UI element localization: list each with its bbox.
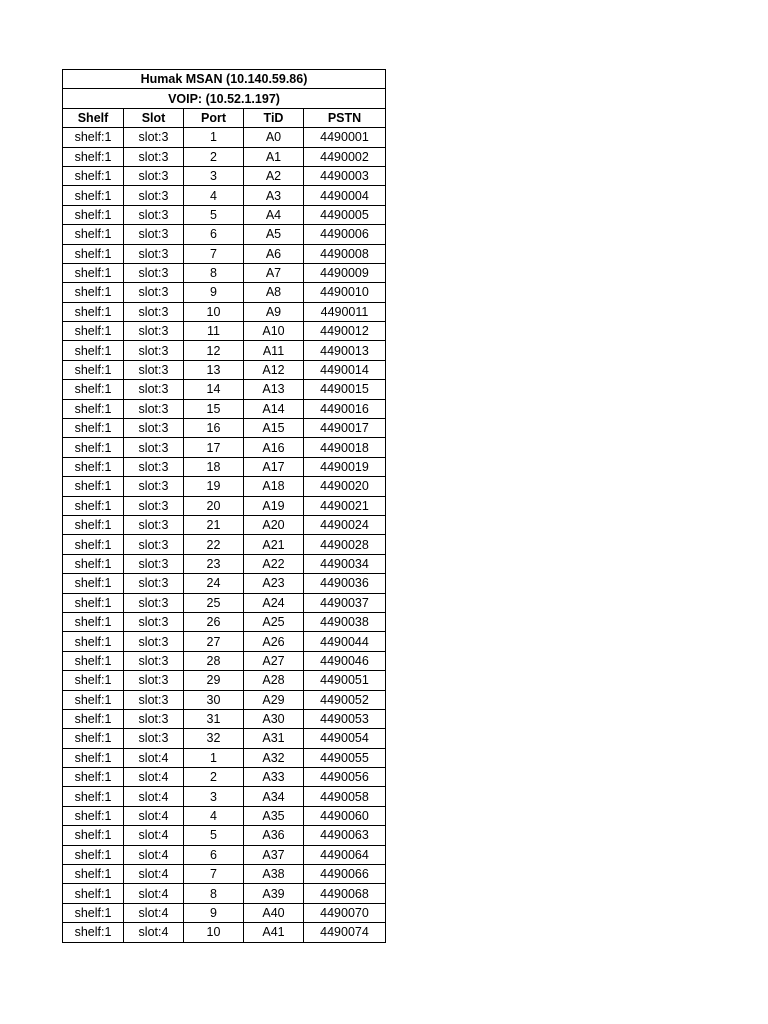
cell-tid: A30 xyxy=(244,709,304,728)
table-row xyxy=(63,147,386,166)
cell-slot: slot:3 xyxy=(124,419,184,438)
cell-tid: A14 xyxy=(244,399,304,418)
table-row xyxy=(63,923,386,942)
cell-port: 19 xyxy=(184,477,244,496)
cell-tid: A28 xyxy=(244,671,304,690)
table-row xyxy=(63,709,386,728)
cell-pstn: 4490006 xyxy=(304,225,386,244)
cell-pstn: 4490070 xyxy=(304,903,386,922)
column-header-pstn: PSTN xyxy=(304,108,386,127)
table-row xyxy=(63,477,386,496)
cell-tid: A22 xyxy=(244,554,304,573)
table-row xyxy=(63,806,386,825)
column-header-shelf: Shelf xyxy=(63,108,124,127)
cell-slot: slot:3 xyxy=(124,496,184,515)
cell-pstn: 4490068 xyxy=(304,884,386,903)
cell-port: 32 xyxy=(184,729,244,748)
cell-slot: slot:3 xyxy=(124,515,184,534)
cell-shelf: shelf:1 xyxy=(63,729,124,748)
cell-shelf: shelf:1 xyxy=(63,515,124,534)
table-row xyxy=(63,457,386,476)
table-row xyxy=(63,263,386,282)
cell-port: 5 xyxy=(184,826,244,845)
table-row xyxy=(63,671,386,690)
cell-port: 2 xyxy=(184,768,244,787)
cell-tid: A41 xyxy=(244,923,304,942)
cell-pstn: 4490008 xyxy=(304,244,386,263)
table-row xyxy=(63,651,386,670)
cell-port: 23 xyxy=(184,554,244,573)
cell-slot: slot:3 xyxy=(124,166,184,185)
cell-slot: slot:3 xyxy=(124,302,184,321)
table-row xyxy=(63,593,386,612)
cell-slot: slot:4 xyxy=(124,884,184,903)
cell-tid: A27 xyxy=(244,651,304,670)
cell-shelf: shelf:1 xyxy=(63,302,124,321)
cell-port: 5 xyxy=(184,205,244,224)
subtitle-row xyxy=(63,89,386,108)
cell-shelf: shelf:1 xyxy=(63,826,124,845)
cell-tid: A20 xyxy=(244,515,304,534)
cell-shelf: shelf:1 xyxy=(63,128,124,147)
cell-port: 1 xyxy=(184,748,244,767)
cell-pstn: 4490060 xyxy=(304,806,386,825)
cell-shelf: shelf:1 xyxy=(63,263,124,282)
cell-pstn: 4490063 xyxy=(304,826,386,845)
cell-tid: A33 xyxy=(244,768,304,787)
table-row xyxy=(63,360,386,379)
cell-tid: A7 xyxy=(244,263,304,282)
cell-shelf: shelf:1 xyxy=(63,360,124,379)
cell-slot: slot:3 xyxy=(124,380,184,399)
cell-tid: A1 xyxy=(244,147,304,166)
cell-slot: slot:3 xyxy=(124,244,184,263)
table-row xyxy=(63,845,386,864)
cell-port: 31 xyxy=(184,709,244,728)
cell-port: 3 xyxy=(184,166,244,185)
cell-port: 26 xyxy=(184,612,244,631)
cell-slot: slot:4 xyxy=(124,865,184,884)
cell-pstn: 4490066 xyxy=(304,865,386,884)
cell-pstn: 4490014 xyxy=(304,360,386,379)
table-row xyxy=(63,768,386,787)
cell-pstn: 4490010 xyxy=(304,283,386,302)
cell-port: 21 xyxy=(184,515,244,534)
cell-shelf: shelf:1 xyxy=(63,651,124,670)
cell-slot: slot:3 xyxy=(124,322,184,341)
cell-port: 22 xyxy=(184,535,244,554)
cell-shelf: shelf:1 xyxy=(63,496,124,515)
cell-pstn: 4490037 xyxy=(304,593,386,612)
cell-tid: A35 xyxy=(244,806,304,825)
table-row xyxy=(63,166,386,185)
cell-shelf: shelf:1 xyxy=(63,380,124,399)
cell-tid: A5 xyxy=(244,225,304,244)
cell-port: 24 xyxy=(184,574,244,593)
cell-pstn: 4490044 xyxy=(304,632,386,651)
cell-shelf: shelf:1 xyxy=(63,166,124,185)
table-row xyxy=(63,748,386,767)
cell-shelf: shelf:1 xyxy=(63,341,124,360)
cell-tid: A34 xyxy=(244,787,304,806)
cell-pstn: 4490058 xyxy=(304,787,386,806)
cell-pstn: 4490016 xyxy=(304,399,386,418)
cell-pstn: 4490051 xyxy=(304,671,386,690)
cell-shelf: shelf:1 xyxy=(63,205,124,224)
cell-tid: A21 xyxy=(244,535,304,554)
cell-shelf: shelf:1 xyxy=(63,399,124,418)
table-subtitle: VOIP: (10.52.1.197) xyxy=(63,89,386,108)
cell-slot: slot:3 xyxy=(124,593,184,612)
cell-slot: slot:3 xyxy=(124,574,184,593)
cell-port: 10 xyxy=(184,302,244,321)
table-row xyxy=(63,302,386,321)
cell-pstn: 4490028 xyxy=(304,535,386,554)
cell-shelf: shelf:1 xyxy=(63,787,124,806)
cell-pstn: 4490024 xyxy=(304,515,386,534)
cell-pstn: 4490052 xyxy=(304,690,386,709)
cell-slot: slot:3 xyxy=(124,147,184,166)
cell-port: 14 xyxy=(184,380,244,399)
cell-slot: slot:3 xyxy=(124,535,184,554)
cell-slot: slot:3 xyxy=(124,225,184,244)
cell-slot: slot:3 xyxy=(124,263,184,282)
cell-slot: slot:3 xyxy=(124,729,184,748)
table-row xyxy=(63,438,386,457)
table-row xyxy=(63,554,386,573)
cell-port: 6 xyxy=(184,225,244,244)
cell-pstn: 4490046 xyxy=(304,651,386,670)
cell-slot: slot:3 xyxy=(124,438,184,457)
cell-port: 7 xyxy=(184,244,244,263)
table-body xyxy=(63,128,386,942)
cell-pstn: 4490009 xyxy=(304,263,386,282)
cell-shelf: shelf:1 xyxy=(63,612,124,631)
cell-shelf: shelf:1 xyxy=(63,806,124,825)
cell-slot: slot:3 xyxy=(124,690,184,709)
cell-shelf: shelf:1 xyxy=(63,632,124,651)
cell-tid: A2 xyxy=(244,166,304,185)
cell-pstn: 4490034 xyxy=(304,554,386,573)
cell-tid: A32 xyxy=(244,748,304,767)
cell-slot: slot:3 xyxy=(124,632,184,651)
cell-port: 30 xyxy=(184,690,244,709)
cell-tid: A40 xyxy=(244,903,304,922)
table-row xyxy=(63,399,386,418)
cell-slot: slot:4 xyxy=(124,768,184,787)
cell-tid: A3 xyxy=(244,186,304,205)
cell-shelf: shelf:1 xyxy=(63,865,124,884)
cell-shelf: shelf:1 xyxy=(63,322,124,341)
cell-port: 4 xyxy=(184,806,244,825)
cell-port: 27 xyxy=(184,632,244,651)
cell-tid: A8 xyxy=(244,283,304,302)
cell-port: 9 xyxy=(184,903,244,922)
cell-slot: slot:3 xyxy=(124,671,184,690)
cell-pstn: 4490012 xyxy=(304,322,386,341)
table-row xyxy=(63,690,386,709)
cell-tid: A13 xyxy=(244,380,304,399)
cell-tid: A17 xyxy=(244,457,304,476)
table-row xyxy=(63,515,386,534)
cell-tid: A9 xyxy=(244,302,304,321)
cell-tid: A38 xyxy=(244,865,304,884)
cell-slot: slot:4 xyxy=(124,845,184,864)
cell-tid: A0 xyxy=(244,128,304,147)
cell-port: 4 xyxy=(184,186,244,205)
cell-shelf: shelf:1 xyxy=(63,903,124,922)
cell-slot: slot:3 xyxy=(124,205,184,224)
cell-shelf: shelf:1 xyxy=(63,186,124,205)
cell-port: 20 xyxy=(184,496,244,515)
cell-slot: slot:4 xyxy=(124,748,184,767)
cell-port: 29 xyxy=(184,671,244,690)
cell-pstn: 4490017 xyxy=(304,419,386,438)
cell-pstn: 4490038 xyxy=(304,612,386,631)
cell-port: 8 xyxy=(184,263,244,282)
table-row xyxy=(63,496,386,515)
table-row xyxy=(63,826,386,845)
cell-port: 16 xyxy=(184,419,244,438)
table-row xyxy=(63,186,386,205)
table-row xyxy=(63,729,386,748)
cell-port: 13 xyxy=(184,360,244,379)
cell-tid: A31 xyxy=(244,729,304,748)
cell-tid: A12 xyxy=(244,360,304,379)
cell-tid: A15 xyxy=(244,419,304,438)
cell-pstn: 4490064 xyxy=(304,845,386,864)
cell-port: 15 xyxy=(184,399,244,418)
cell-slot: slot:3 xyxy=(124,186,184,205)
table-row xyxy=(63,903,386,922)
cell-slot: slot:3 xyxy=(124,360,184,379)
cell-port: 18 xyxy=(184,457,244,476)
table-row xyxy=(63,612,386,631)
cell-tid: A16 xyxy=(244,438,304,457)
cell-pstn: 4490011 xyxy=(304,302,386,321)
cell-shelf: shelf:1 xyxy=(63,768,124,787)
table-row xyxy=(63,380,386,399)
cell-slot: slot:3 xyxy=(124,612,184,631)
cell-shelf: shelf:1 xyxy=(63,884,124,903)
cell-pstn: 4490001 xyxy=(304,128,386,147)
cell-pstn: 4490019 xyxy=(304,457,386,476)
column-header-port: Port xyxy=(184,108,244,127)
cell-shelf: shelf:1 xyxy=(63,225,124,244)
cell-pstn: 4490054 xyxy=(304,729,386,748)
cell-shelf: shelf:1 xyxy=(63,419,124,438)
cell-slot: slot:3 xyxy=(124,128,184,147)
cell-pstn: 4490021 xyxy=(304,496,386,515)
cell-tid: A39 xyxy=(244,884,304,903)
table-row xyxy=(63,341,386,360)
cell-slot: slot:3 xyxy=(124,283,184,302)
cell-slot: slot:3 xyxy=(124,341,184,360)
column-header-tid: TiD xyxy=(244,108,304,127)
cell-shelf: shelf:1 xyxy=(63,574,124,593)
cell-pstn: 4490020 xyxy=(304,477,386,496)
cell-shelf: shelf:1 xyxy=(63,438,124,457)
cell-port: 11 xyxy=(184,322,244,341)
table-title: Humak MSAN (10.140.59.86) xyxy=(63,70,386,89)
table-row xyxy=(63,787,386,806)
cell-slot: slot:3 xyxy=(124,554,184,573)
cell-shelf: shelf:1 xyxy=(63,283,124,302)
table-row xyxy=(63,225,386,244)
table-row xyxy=(63,128,386,147)
table-row xyxy=(63,574,386,593)
cell-pstn: 4490002 xyxy=(304,147,386,166)
cell-pstn: 4490005 xyxy=(304,205,386,224)
title-row xyxy=(63,70,386,89)
cell-slot: slot:3 xyxy=(124,457,184,476)
table-row xyxy=(63,632,386,651)
cell-slot: slot:4 xyxy=(124,923,184,942)
cell-pstn: 4490015 xyxy=(304,380,386,399)
cell-port: 6 xyxy=(184,845,244,864)
cell-tid: A4 xyxy=(244,205,304,224)
cell-port: 7 xyxy=(184,865,244,884)
cell-pstn: 4490053 xyxy=(304,709,386,728)
cell-slot: slot:3 xyxy=(124,399,184,418)
cell-tid: A10 xyxy=(244,322,304,341)
cell-tid: A26 xyxy=(244,632,304,651)
cell-port: 3 xyxy=(184,787,244,806)
table-row xyxy=(63,205,386,224)
cell-shelf: shelf:1 xyxy=(63,845,124,864)
cell-tid: A36 xyxy=(244,826,304,845)
cell-pstn: 4490013 xyxy=(304,341,386,360)
table-row xyxy=(63,535,386,554)
cell-slot: slot:4 xyxy=(124,806,184,825)
cell-pstn: 4490074 xyxy=(304,923,386,942)
cell-tid: A25 xyxy=(244,612,304,631)
cell-pstn: 4490018 xyxy=(304,438,386,457)
table-row xyxy=(63,884,386,903)
cell-tid: A19 xyxy=(244,496,304,515)
table-row xyxy=(63,419,386,438)
cell-shelf: shelf:1 xyxy=(63,923,124,942)
cell-shelf: shelf:1 xyxy=(63,593,124,612)
cell-shelf: shelf:1 xyxy=(63,147,124,166)
cell-tid: A6 xyxy=(244,244,304,263)
cell-shelf: shelf:1 xyxy=(63,671,124,690)
cell-tid: A23 xyxy=(244,574,304,593)
cell-pstn: 4490056 xyxy=(304,768,386,787)
cell-slot: slot:4 xyxy=(124,903,184,922)
column-header-slot: Slot xyxy=(124,108,184,127)
cell-port: 12 xyxy=(184,341,244,360)
cell-slot: slot:4 xyxy=(124,826,184,845)
cell-shelf: shelf:1 xyxy=(63,457,124,476)
cell-port: 28 xyxy=(184,651,244,670)
cell-port: 9 xyxy=(184,283,244,302)
cell-shelf: shelf:1 xyxy=(63,554,124,573)
cell-shelf: shelf:1 xyxy=(63,244,124,263)
cell-tid: A29 xyxy=(244,690,304,709)
cell-port: 2 xyxy=(184,147,244,166)
cell-pstn: 4490004 xyxy=(304,186,386,205)
cell-port: 10 xyxy=(184,923,244,942)
table-row xyxy=(63,322,386,341)
cell-port: 8 xyxy=(184,884,244,903)
cell-port: 1 xyxy=(184,128,244,147)
table-row xyxy=(63,865,386,884)
table-row xyxy=(63,283,386,302)
cell-slot: slot:3 xyxy=(124,477,184,496)
cell-tid: A37 xyxy=(244,845,304,864)
cell-shelf: shelf:1 xyxy=(63,709,124,728)
cell-slot: slot:3 xyxy=(124,709,184,728)
cell-shelf: shelf:1 xyxy=(63,535,124,554)
cell-port: 25 xyxy=(184,593,244,612)
cell-shelf: shelf:1 xyxy=(63,690,124,709)
cell-pstn: 4490003 xyxy=(304,166,386,185)
cell-slot: slot:3 xyxy=(124,651,184,670)
cell-slot: slot:4 xyxy=(124,787,184,806)
cell-port: 17 xyxy=(184,438,244,457)
msan-port-table xyxy=(62,69,386,943)
cell-tid: A18 xyxy=(244,477,304,496)
cell-tid: A11 xyxy=(244,341,304,360)
cell-shelf: shelf:1 xyxy=(63,477,124,496)
cell-shelf: shelf:1 xyxy=(63,748,124,767)
cell-pstn: 4490036 xyxy=(304,574,386,593)
cell-pstn: 4490055 xyxy=(304,748,386,767)
column-header-row xyxy=(63,108,386,127)
cell-tid: A24 xyxy=(244,593,304,612)
table-row xyxy=(63,244,386,263)
